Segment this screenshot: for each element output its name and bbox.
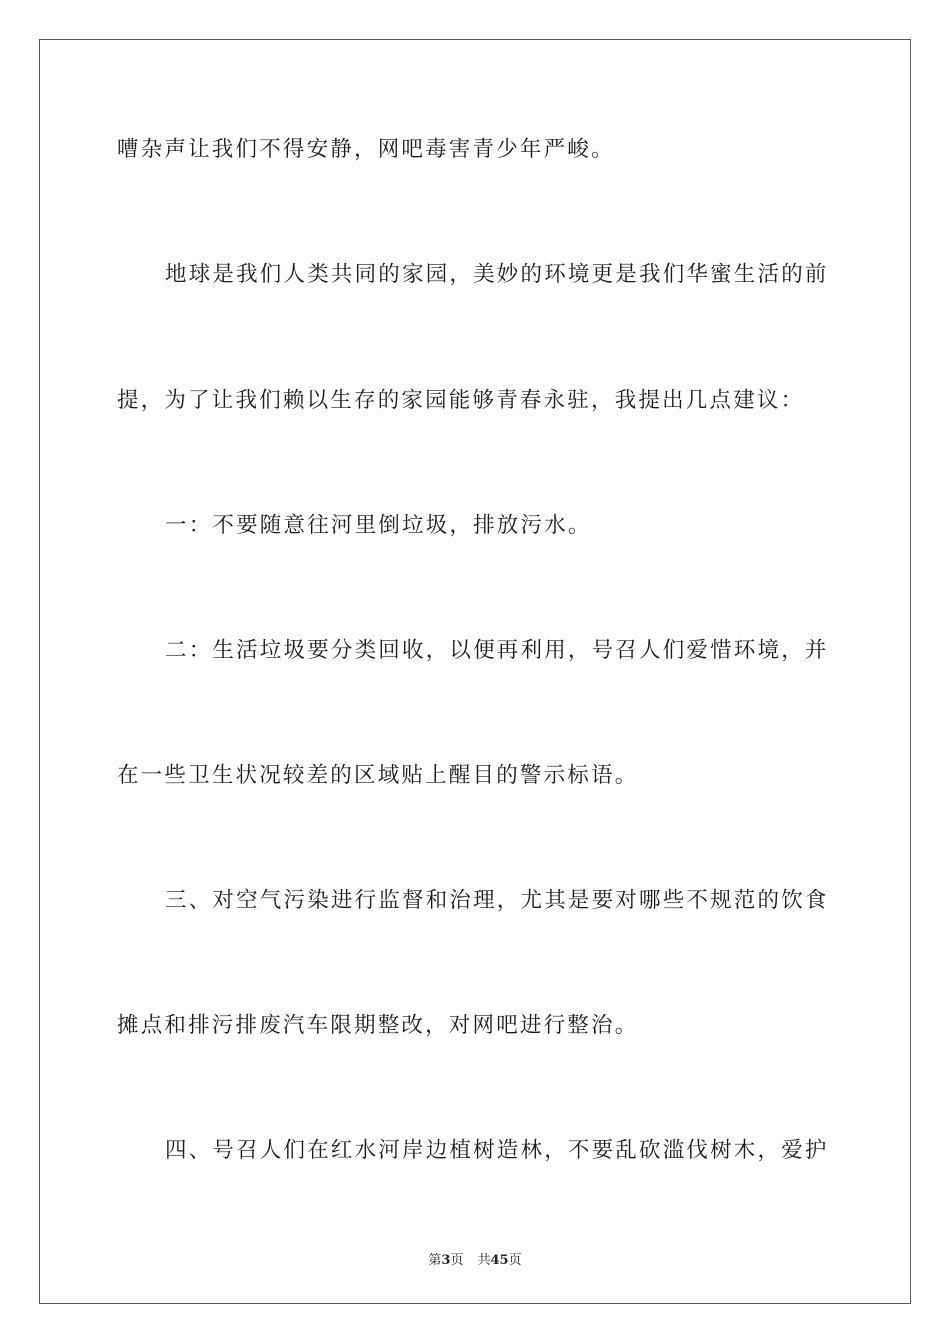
footer-page-suffix: 页 bbox=[450, 1253, 464, 1268]
footer-page-number: 3 bbox=[441, 1253, 451, 1268]
text-line-3: 提，为了让我们赖以生存的家园能够青春永驻，我提出几点建议： bbox=[117, 388, 805, 413]
text-line-7: 三、对空气污染进行监督和治理，尤其是要对哪些不规范的饮食 bbox=[165, 888, 829, 913]
footer-total-pages: 45 bbox=[490, 1253, 509, 1268]
text-line-5: 二：生活垃圾要分类回收，以便再利用，号召人们爱惜环境，并 bbox=[165, 638, 829, 663]
page-border bbox=[39, 39, 911, 1304]
text-line-9: 四、号召人们在红水河岸边植树造林，不要乱砍滥伐树木，爱护 bbox=[165, 1138, 829, 1163]
text-line-2: 地球是我们人类共同的家园，美妙的环境更是我们华蜜生活的前 bbox=[165, 262, 829, 287]
page-footer bbox=[0, 1249, 950, 1268]
footer-page-prefix: 第 bbox=[428, 1253, 442, 1268]
footer-total-prefix: 共 bbox=[477, 1253, 491, 1268]
text-line-4: 一：不要随意往河里倒垃圾，排放污水。 bbox=[165, 513, 592, 538]
footer-total-suffix: 页 bbox=[508, 1253, 522, 1268]
text-line-1: 嘈杂声让我们不得安静，网吧毒害青少年严峻。 bbox=[117, 137, 615, 162]
text-line-8: 摊点和排污排废汽车限期整改，对网吧进行整治。 bbox=[117, 1013, 639, 1038]
text-line-6: 在一些卫生状况较差的区域贴上醒目的警示标语。 bbox=[117, 763, 639, 788]
